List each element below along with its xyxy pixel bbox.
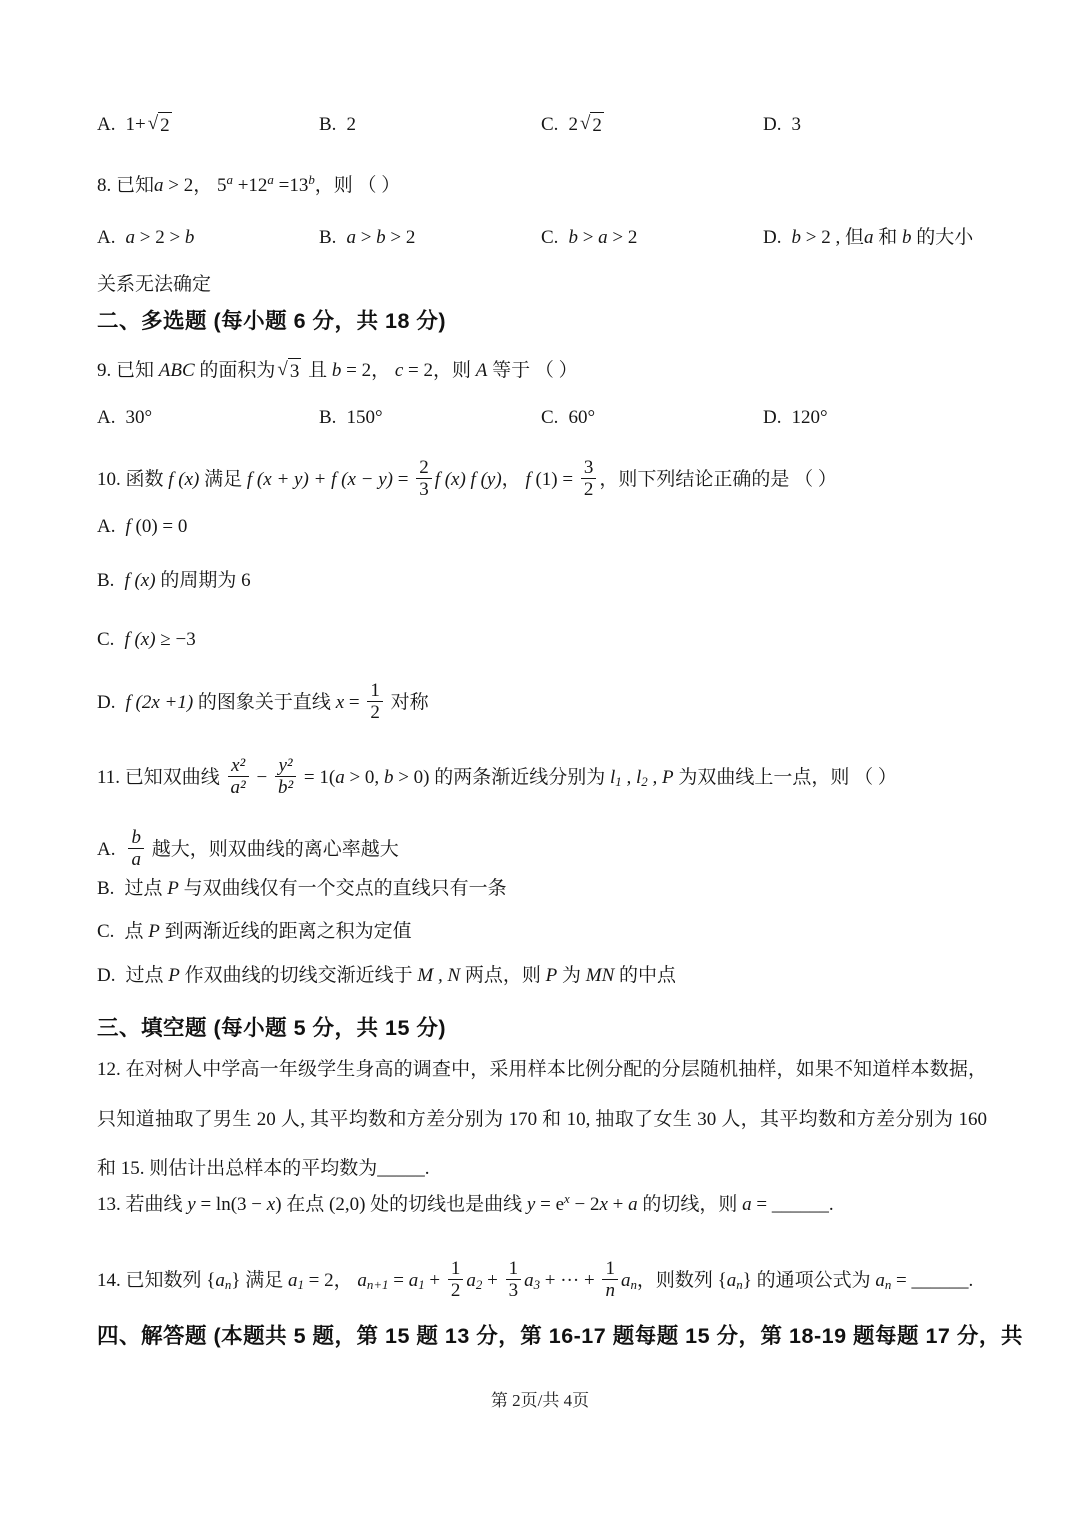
q10-option-c (97, 627, 987, 653)
q9-option-d-label: D. (763, 407, 782, 428)
q7-option-b-value: 2 (346, 114, 356, 135)
q8-option-c-label: C. (541, 227, 559, 248)
q9-stem (97, 358, 987, 385)
q7-option-c (541, 112, 763, 139)
q7-option-c-value: 2 √ 2 (568, 114, 605, 135)
q10-option-c-value: f (x) ≥ −3 (124, 629, 196, 650)
q11-option-a (97, 829, 987, 873)
q10-option-d-label: D. (97, 692, 116, 714)
q9-option-d-value: 120° (791, 407, 828, 428)
q9-option-a-label: A. (97, 407, 116, 428)
q11-option-c (97, 919, 987, 945)
q9-option-c (541, 405, 763, 431)
q14-stem (97, 1260, 987, 1304)
q8-option-a-label: A. (97, 227, 116, 248)
q7-option-b-label: B. (319, 114, 337, 135)
q12-line-1: 12. 在对树人中学高一年级学生身高的调查中，采用样本比例分配的分层随机抽样，如果不知道样本数据， (97, 1059, 987, 1080)
q8-option-b (319, 225, 541, 251)
q13-stem-text: 13. 若曲线 y = ln(3 − x) 在点 (2,0) 处的切线也是曲线 $y = e^x - 2x + a$ 的切线，则 a = ______. (97, 1190, 834, 1215)
q8-option-c (541, 225, 763, 251)
q10-stem (97, 459, 987, 503)
q8-option-d-value: b > 2 , 但a 和 b 的大小 (791, 227, 974, 248)
section-title-solutions: 四、解答题 (本题共 5 题，第 15 题 13 分，第 16-17 题每题 15 分，第 18-19 题每题 17 分，共 (97, 1324, 1023, 1348)
q11-option-a-label: A. (97, 839, 116, 861)
q9-option-a-value: 30° (125, 407, 153, 428)
q11-option-b (97, 876, 987, 902)
q9-option-c-value: 60° (568, 407, 596, 428)
q9-stem-text: 9. 已知 ABC 的面积为 √ 3 且 b = 2， c = 2，则 A 等于 （ ） (97, 360, 578, 381)
q8-option-a-value: a > 2 > b (125, 227, 195, 248)
q11-stem (97, 757, 987, 801)
q9-option-b-label: B. (319, 407, 337, 428)
q7-option-c-label: C. (541, 114, 559, 135)
q10-option-d-value: f (2x +1) 的图象关于直线 x = $\frac{1}{2}$ 对称 (125, 680, 429, 724)
q11-option-d (97, 963, 987, 989)
q11-option-b-value: 过点 P 与双曲线仅有一个交点的直线只有一条 (124, 878, 507, 899)
q12-line-2: 只知道抽取了男生 20 人, 其平均数和方差分别为 170 和 10, 抽取了女生 30 人，其平均数和方差分别为 160 (97, 1109, 987, 1130)
q10-option-a (97, 514, 987, 540)
q7-option-b (319, 112, 541, 139)
q11-option-b-label: B. (97, 878, 115, 899)
q8-option-c-value: b > a > 2 (568, 227, 638, 248)
q10-option-b-value: f (x) 的周期为 6 (124, 570, 251, 591)
q7-option-d-label: D. (763, 114, 782, 135)
q10-stem-text: 10. 函数 f (x) 满足 f (x + y) + f (x − y) = $\frac{2}{3}$ f (x) f (y)， f (1) = $\frac{3}{2}$ ，则下列结论正确的是 （ ） (97, 457, 837, 501)
q11-stem-text: 11. 已知双曲线 $\frac{\text{x²}}{\text{a²}}$ − $\frac{\text{y²}}{\text{b²}}$ = 1(a > 0, b > 0) 的两条渐近线分别为 $l_1$ , $l_2$ , P 为双曲线上一点，则 （ ） (97, 755, 897, 799)
q10-option-c-label: C. (97, 629, 115, 650)
q9-option-a (97, 405, 319, 431)
q8-stem (97, 173, 987, 199)
q11-option-c-value: 点 P 到两渐近线的距离之积为定值 (124, 921, 412, 942)
q10-option-d (97, 682, 987, 726)
q10-option-b-label: B. (97, 570, 115, 591)
q9-option-c-label: C. (541, 407, 559, 428)
q10-option-a-value: f (0) = 0 (125, 516, 188, 537)
q7-option-a-label: A. (97, 114, 116, 135)
q7-option-a-value: 1+ √ 2 (125, 114, 173, 135)
q13-stem (97, 1192, 987, 1218)
q8-option-d-label: D. (763, 227, 782, 248)
q8-options-row (97, 225, 987, 251)
q8-stem-text: 8. 已知a > 2， $5^a +12^a =13^b$，则 （ ） (97, 171, 401, 196)
q9-option-b-value: 150° (346, 407, 383, 428)
q7-option-a (97, 112, 319, 139)
q14-stem-text: 14. 已知数列 $\{a_n\}$ 满足 $a_1 = 2$， $a_{n+1} = a_1$ + $\frac{1}{2}$ $a_2$ + $\frac{1}{3}$ $a_3$ + ··· + $\frac{1}{n}$ $a_n$，则数列 $\{a_n\}$ 的通项公式为 $a_n$ = ______. (97, 1258, 974, 1302)
q12-line-3: 和 15. 则估计出总样本的平均数为_____. (97, 1158, 430, 1179)
q9-option-b (319, 405, 541, 431)
q7-options-row (97, 112, 987, 139)
q11-option-a-value: $\frac{b}{a}$ 越大，则双曲线的离心率越大 (125, 839, 398, 860)
q11-option-d-label: D. (97, 965, 116, 986)
q11-option-d-value: 过点 P 作双曲线的切线交渐近线于 M , N 两点，则 P 为 MN 的中点 (125, 965, 677, 986)
q9-options-row (97, 405, 987, 431)
q10-option-b (97, 568, 987, 594)
q8-option-a (97, 225, 319, 251)
q8-option-d-continuation: 关系无法确定 (97, 274, 212, 295)
q7-option-d-value: 3 (791, 114, 801, 135)
q8-option-d (763, 225, 987, 251)
page-footer: 第 2页/共 4页 (490, 1391, 590, 1410)
section-title-multiple-choice: 二、多选题 (每小题 6 分，共 18 分) (97, 309, 447, 333)
q9-option-d (763, 405, 987, 431)
q8-option-b-label: B. (319, 227, 337, 248)
q10-option-a-label: A. (97, 516, 116, 537)
q11-option-c-label: C. (97, 921, 115, 942)
q8-option-b-value: a > b > 2 (346, 227, 416, 248)
section-title-fill-in-blank: 三、填空题 (每小题 5 分，共 15 分) (97, 1016, 447, 1040)
q7-option-d (763, 112, 987, 139)
